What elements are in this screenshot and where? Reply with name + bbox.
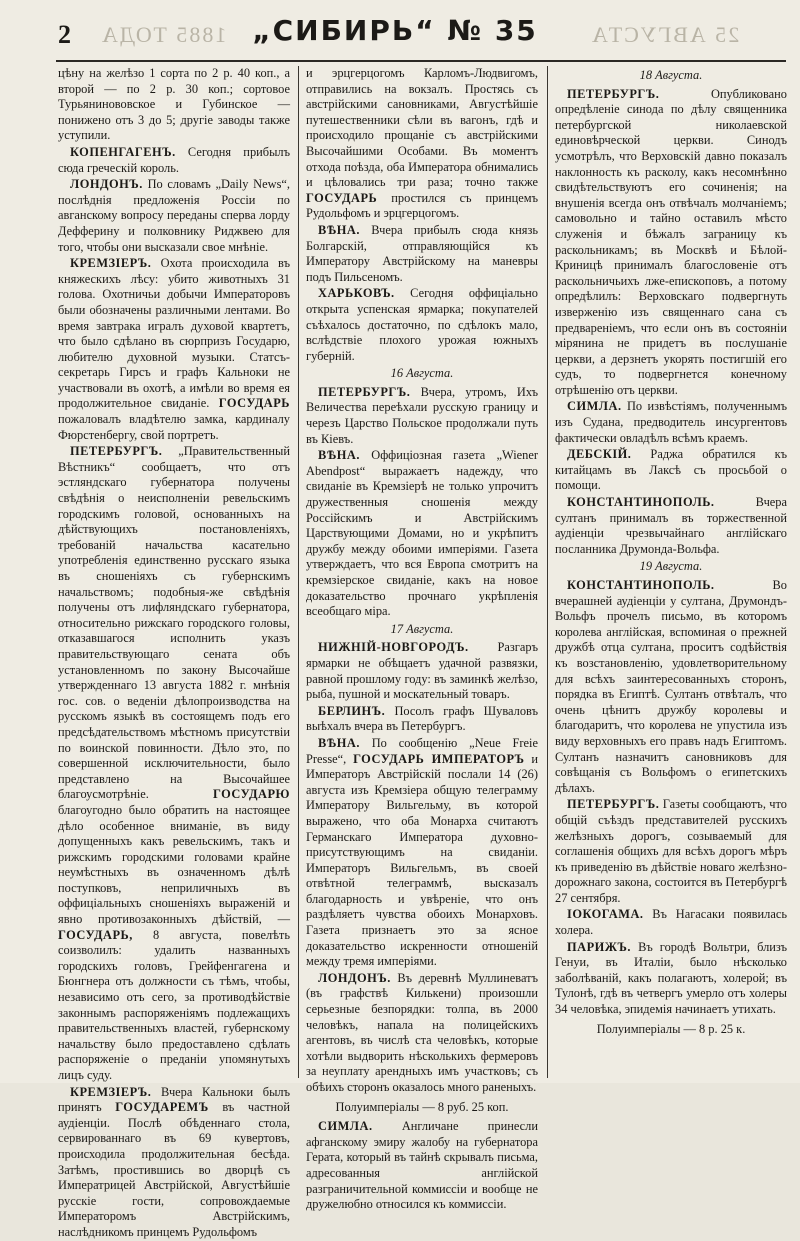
exchange-rate-line: Полуимперіалы — 8 р. 25 к.: [596, 1021, 746, 1036]
article-text: Въ Нагасаки появилась холера.: [555, 907, 787, 938]
news-item: [58, 1085, 290, 1241]
header-rule: [56, 60, 786, 62]
dateline-city: ПЕТЕРБУРГЪ.: [567, 86, 660, 101]
column-divider-1: [298, 66, 299, 1078]
news-item: [555, 495, 787, 557]
dateline-city: КРЕМЗІЕРЪ.: [70, 1084, 152, 1099]
emphasis-word: ГОСУДАРЬ ИМПЕРАТОРЪ: [353, 751, 525, 766]
article-text: Опубликовано опредѣленіе синода по дѣлу священника петербургской николаевской единовѣрческой церкви. Синодъ усмотрѣлъ, что Верховскій давно показалъ наклонность къ расколу, какъ несомнѣнно свидѣтельствуютъ его сочиненія; на внушенія всегда онъ отвѣчалъ молчаніемъ; самовольно и тайно оставилъ мѣсто служенія и бѣжалъ заграницу къ раскольникамъ; въ Москвѣ и Бѣлой-Криницѣ принималъ благословеніе отъ раскольничьихъ лже-епископовъ, а потому опредѣлилъ: Верховскаго подвергнуть изверженію изъ священнаго сана съ предвареніемъ, что если онъ въ состояніи мірянина не придетъ въ послушаніе церкви, а дерзнетъ укорять постигшій его судъ, то подвергнется конечному отрѣшенію отъ церкви.: [555, 86, 787, 397]
article-text: цѣну на желѣзо 1 сорта по 2 р. 40 коп., а второй — по 2 р. 30 коп.; сортовое Турьянинововское и Губинское — понижено отъ 3 до 5; другіе заводы также уступили.: [58, 66, 290, 143]
emphasis-word: ГОСУДАРЮ: [213, 787, 290, 802]
news-item: [555, 797, 787, 906]
dateline-city: КРЕМЗІЕРЪ.: [70, 256, 152, 271]
column-3: [555, 66, 787, 1078]
date-heading: 16 Августа.: [390, 366, 454, 381]
dateline-city: КОНСТАНТИНОПОЛЬ.: [567, 578, 715, 592]
dateline-city: ХАРЬКОВЪ.: [318, 286, 395, 301]
dateline-city: ПЕТЕРБУРГЪ.: [70, 444, 163, 459]
article-text: „Правительственный Вѣстникъ“ сообщаетъ, что отъ эстляндскаго губернатора получены свѣдѣнія о неисполненіи ревельскимъ городскимъ головой, основанныхъ на дѣйствующихъ постановленіяхъ, требованій начальства касательно употребленія единственно русскаго языка въ сношеніяхъ съ губернскимъ начальствомъ; подобныя-же свѣдѣнія получены отъ лифляндскаго губернатора, относительно рижскаго городского головы, отказавшагося исполнить указъ правительствующаго сената объ установленномъ по закону Высочайше утвержденнаго 13 августа 1882 г. мнѣнія гос. сов. о веденіи дѣлопроизводства на русскомъ языкѣ въ состоящемъ подъ его предсѣдательствомъ мѣстномъ присутствіи по воинской повинности. Дѣло это, по совершенной исключительности, было представлено на Высочайшее благоусмотрѣніе.: [58, 444, 290, 802]
page-header: [0, 0, 800, 64]
column-1: [58, 66, 290, 1239]
news-item: [306, 385, 538, 447]
news-item: [306, 448, 538, 620]
news-item: [306, 1119, 538, 1213]
article-text: По извѣстіямъ, полученнымъ изъ Судана, предводитель инсургентовъ фактически овладѣлъ всѣмъ краемъ.: [555, 399, 787, 445]
dateline-city: ВѢНА.: [318, 735, 360, 750]
article-text: и эрцгерцогомъ Карломъ-Людвигомъ, отправились на вокзалъ. Простясь съ австрійскими сановниками, Августѣйшіе путешественники сѣли въ вагонъ, гдѣ и происходило прощаніе съ австрійскими Высочайшими Особами. Въ моментъ отхода поѣзда, оба Императора обнимались и цѣловались три раза; точно также: [306, 66, 538, 190]
article-text: Во вчерашней аудіенціи у султана, Друмондъ-Вольфъ прочелъ письмо, въ которомъ королева англійская, вспоминая о прежней дружбѣ отца султана, проситъ содѣйствія къ возстановленію, удовлетворительному для всѣхъ заинтересованныхъ сторонъ, порядка въ Египтѣ. Султанъ отвѣталъ, что очень цѣнитъ дружбу королевы и благодаритъ, что королева не упустила изъ виду верховныхъ его правъ надъ Египтомъ. Султанъ назначитъ сановниковъ для совѣщанія съ Вольфомъ о египетскихъ дѣлахъ.: [555, 578, 787, 795]
article-text: Сегодня прибылъ сюда греческій король.: [58, 144, 290, 175]
emphasis-word: ГОСУДАРЬ,: [58, 927, 133, 942]
dateline-city: ПЕТЕРБУРГЪ.: [318, 384, 411, 399]
news-item: [58, 177, 290, 255]
emphasis-word: ГОСУДАРЕМЪ: [115, 1100, 209, 1115]
masthead-title: „СИБИРЬ“ № 35: [252, 14, 538, 47]
date-heading: 18 Августа.: [639, 68, 703, 82]
news-item: [555, 940, 787, 1018]
article-text: 8 августа, повелѣть соизволилъ: удалить названныхъ городскихъ головъ, Грейфенгагена и Бюнгнера отъ должности съ тѣмъ, чтобы, независимо отъ сего, за противодѣйствіе законнымъ распоряженіямъ подлежащихъ правительственныхъ властей, губернскому начальству было предоставлено сдѣлать распоряженіе о преданіи упомянутыхъ лицъ суду.: [58, 927, 290, 1082]
article-text: Разгаръ ярмарки не обѣщаетъ удачной развязки, равной прошлому году: въ заминкѣ желѣзо, рыба, пушной и москательный товаръ.: [306, 640, 538, 702]
dateline-city: ДЕБСКІЙ.: [567, 447, 632, 462]
article-text: пожаловалъ владѣтелю замка, кардиналу Фюрстенбергу, свой портретъ.: [58, 412, 290, 442]
news-item: [58, 256, 290, 443]
exchange-rate-line: Полуимперіалы — 8 руб. 25 коп.: [335, 1099, 509, 1114]
emphasis-word: ГОСУДАРЬ: [306, 190, 378, 205]
article-text: Вчера Кальноки былъ принятъ: [58, 1084, 290, 1115]
dateline-city: СИМЛА.: [318, 1119, 373, 1134]
dateline-city: ПАРИЖЪ.: [567, 939, 632, 954]
article-text: Охота происходила въ княжескихъ лѣсу: убито животныхъ 31 голова. Охотничьи добычи Императоровъ были обозначены различными лентами. Во время завтрака игралъ духовой квартетъ, что было сдѣлано въ сюрпризъ Государю, любителю духовной музыки. Статсъ-секретарь Гирсъ и графъ Кальноки не участвовали въ охотѣ, а имѣли во время ея продолжительное свиданіе.: [58, 256, 290, 411]
news-item: [306, 736, 538, 970]
news-item: [58, 444, 290, 1083]
news-item: [306, 640, 538, 702]
article-text: Вчера султанъ принималъ въ торжественной аудіенціи чрезвычайнаго англійскаго посланника Друмонда-Вольфа.: [555, 495, 787, 556]
dateline-city: НИЖНІЙ-НОВГОРОДЪ.: [318, 640, 469, 655]
article-text: Посолъ графъ Шуваловъ выѣхалъ вчера въ Петербургъ.: [306, 703, 538, 734]
news-item: [306, 66, 538, 222]
dateline-city: ЛОНДОНЪ.: [70, 177, 143, 192]
news-item: [555, 578, 787, 796]
article-text: въ частной аудіенціи. Послѣ обѣденнаго стола, сервированнаго въ 69 кувертовъ, происходила продолжительная бесѣда. Затѣмъ, простившись во дворцѣ съ Императрицей Австрійской, Августѣйшіе русскіе гости, сопровождаемые Императоромъ Австрійскимъ, наслѣдникомъ принцемъ Рудольфомъ: [58, 1100, 290, 1239]
column-divider-2: [547, 66, 548, 1078]
article-text: Раджа обратился къ китайцамъ въ Лаксѣ съ просьбой о помощи.: [555, 447, 787, 493]
news-item: [555, 907, 787, 938]
page-number: 2: [58, 20, 71, 49]
article-text: Въ деревнѣ Муллиневатъ (въ графствѣ Килькени) произошли серьезные безпорядки: толпа, въ 2000 человѣкъ, напала на полицейскихъ агентовъ, въ числѣ ста человѣкъ, которые хотѣли выдворить нѣсколькихъ фермеровъ за неуплату арендныхъ имъ участковъ; съ обѣихъ сторонъ оказалось много раненыхъ.: [306, 970, 538, 1094]
news-item: [555, 447, 787, 494]
article-text: Англичане принесли афганскому эмиру жалобу на губернатора Герата, который въ тайнѣ скрывалъ письма, адресованныя англійской разграничительной коммиссіи и вообще не дружелюбно относился къ коммиссіи.: [306, 1119, 538, 1212]
news-item: [306, 223, 538, 285]
article-text: Газеты сообщаютъ, что общій съѣздъ представителей русскихъ желѣзныхъ дорогъ, созываемый для соглашенія общихъ для всѣхъ дорогъ мѣръ къ приведенію въ дѣйствіе новаго желѣзно-дорожнаго закона, состоится въ Петербургѣ 27 сентября.: [555, 797, 787, 905]
dateline-city: ВѢНА.: [318, 448, 360, 463]
news-item: [306, 971, 538, 1096]
column-2: [306, 66, 538, 1212]
dateline-city: ПЕТЕРБУРГЪ.: [567, 797, 660, 812]
news-item: [555, 87, 787, 399]
bleed-through-text-right: 25 АВГУСТА: [590, 22, 740, 47]
article-text: Въ городѣ Вольтри, близъ Генуи, въ Италіи, было нѣсколько заболѣваній, какъ полагаютъ, холерой; въ Тулонѣ, гдѣ въ четвергъ умерло отъ холеры 34 человѣка, эпидемія начинаетъ утихать.: [555, 939, 787, 1017]
news-item: [555, 399, 787, 446]
emphasis-word: ГОСУДАРЬ: [218, 396, 290, 411]
dateline-city: КОНСТАНТИНОПОЛЬ.: [567, 495, 715, 510]
dateline-city: ЛОНДОНЪ.: [318, 970, 391, 985]
dateline-city: КОПЕНГАГЕНЪ.: [70, 144, 176, 159]
dateline-city: БЕРЛИНЪ.: [318, 703, 386, 718]
article-text: По сообщенію „Neue Freie Presse“,: [306, 735, 538, 766]
news-item: [58, 145, 290, 176]
dateline-city: ІОКОГАМА.: [567, 907, 644, 922]
news-item: [306, 704, 538, 735]
article-text: простился съ принцемъ Рудольфомъ и эрцгерцогомъ.: [306, 190, 538, 221]
article-text: Вчера, утромъ, Ихъ Величества переѣхали русскую границу и черезъ Царство Польское продолжали путь въ Кіевъ.: [306, 384, 538, 446]
news-item: [306, 286, 538, 364]
article-text: Оффиціозная газета „Wiener Abendpost“ выражаетъ надежду, что свиданіе въ Кремзіерѣ не только упрочитъ дружественныя сношенія между Россійскимъ и Австрійскимъ Царствующими Домами, но и укрѣпитъ дружбу между обоими имперіями. Газета утверждаетъ, что вся Европа смотритъ на кремзіерское свиданіе, какъ на новое доказательство прочнаго укрѣпленія всеобщаго міра.: [306, 448, 538, 619]
bleed-through-text-left: 1885 ТОДА: [100, 22, 227, 47]
dateline-city: ВѢНА.: [318, 222, 360, 237]
article-text: По словамъ „Daily News“, послѣднія предложенія Россіи по авганскому вопросу переданы сперва лорду Дефферину и полковнику Риджвею для того, чтобы они высказали свое мнѣніе.: [58, 177, 290, 254]
date-heading: 19 Августа.: [639, 559, 703, 574]
article-text: и Императоръ Австрійскій послали 14 (26) августа изъ Кремзіера общую телеграмму Императору Вильгельму, въ которой выражено, что оба Монарха считаютъ Германскаго Императора духовно-присутствующимъ на свиданіи. Императоръ Вильгельмъ, въ своей отвѣтной телеграммѣ, высказалъ благодарность и увѣреніе, что онъ раздѣляетъ чувства обоихъ Монарховъ. Газета признаетъ это за ясное доказательство искренности отношеній между тремя имперіями.: [306, 751, 538, 969]
article-text: Сегодня оффиціально открыта успенская ярмарка; покупателей съѣхалось достаточно, по сдѣлокъ мало, вслѣдствіе плохого урожая южныхъ губерній.: [306, 286, 538, 363]
article-text: Вчера прибылъ сюда князь Болгарскій, отправляющійся къ Императору Австрійскому на маневры подъ Пильсеномъ.: [306, 222, 538, 284]
article-text: благоугодно было обратить на настоящее дѣло особенное вниманіе, въ виду допущенныхъ какъ ревельскимъ, такъ и рижскимъ городскими головами крайне неумѣстныхъ въ означенномъ дѣлѣ поступковъ, неприличныхъ въ оффиціальныхъ сношеніяхъ выраженій и явно противозаконныхъ дѣйствій, —: [58, 802, 290, 927]
dateline-city: СИМЛА.: [567, 399, 622, 414]
date-heading: 17 Августа.: [390, 621, 454, 636]
